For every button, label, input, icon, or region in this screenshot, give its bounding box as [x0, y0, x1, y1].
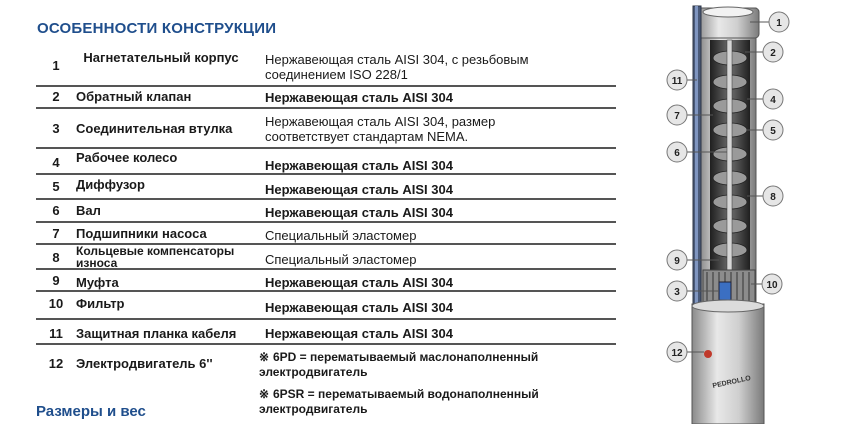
table-row — [36, 109, 616, 149]
row-material: Нержавеющая сталь AISI 304 — [265, 300, 453, 315]
svg-text:8: 8 — [770, 192, 776, 203]
row-part-name: Подшипники насоса — [76, 226, 207, 241]
row-material: Нержавеющая сталь AISI 304, с резьбовым соединением ISO 228/1 — [265, 52, 529, 82]
motor-note-text: 6PD = перематываемый маслонаполненный электродвигатель — [259, 350, 539, 379]
row-material: Нержавеющая сталь AISI 304 — [265, 90, 453, 105]
row-number: 3 — [52, 121, 60, 136]
row-number: 11 — [49, 326, 63, 341]
row-number: 12 — [48, 356, 64, 371]
row-part-name: Вал — [76, 203, 101, 218]
row-material: Нержавеющая сталь AISI 304 — [265, 182, 453, 197]
motor-body — [692, 304, 764, 424]
svg-text:11: 11 — [671, 76, 683, 87]
row-number: 6 — [52, 203, 60, 218]
row-part-name: Фильтр — [76, 296, 125, 311]
row-number: 5 — [52, 179, 60, 194]
row-number: 2 — [52, 89, 60, 104]
table-row — [36, 200, 616, 223]
row-part-name: Обратный клапан — [76, 89, 192, 104]
svg-text:10: 10 — [766, 280, 778, 291]
row-number: 9 — [52, 273, 60, 288]
table-row — [36, 46, 616, 87]
svg-text:9: 9 — [674, 256, 680, 267]
row-number: 1 — [52, 58, 60, 73]
row-material: Специальный эластомер — [265, 252, 417, 267]
svg-text:1: 1 — [776, 18, 782, 29]
row-number: 7 — [52, 226, 60, 241]
asterisk-mark: ※ — [259, 350, 270, 364]
svg-text:7: 7 — [674, 111, 680, 122]
row-material: Нержавеющая сталь AISI 304 — [265, 275, 453, 290]
row-material: Нержавеющая сталь AISI 304 — [265, 158, 453, 173]
sizes-heading: Размеры и вес — [36, 403, 146, 420]
row-part-name: Соединительная втулка — [76, 121, 233, 136]
table-row — [36, 175, 616, 200]
row-material: Специальный эластомер — [265, 228, 417, 243]
row-number: 8 — [52, 250, 60, 265]
asterisk-mark: ※ — [259, 387, 270, 401]
row-material: Нержавеющая сталь AISI 304 — [265, 205, 453, 220]
row-part-name: Нагнетательный корпус — [83, 50, 239, 65]
svg-text:5: 5 — [770, 126, 776, 137]
motor-note-oil — [259, 350, 589, 380]
svg-text:6: 6 — [674, 148, 680, 159]
row-material: Нержавеющая сталь AISI 304, размер соответствует стандартам NEMA. — [265, 114, 496, 144]
row-part-name: Электродвигатель 6'' — [76, 356, 213, 371]
table-row — [36, 87, 616, 109]
coupling — [719, 282, 731, 300]
table-row — [36, 320, 616, 345]
svg-text:12: 12 — [671, 348, 683, 359]
row-part-name: Диффузор — [76, 177, 145, 192]
row-number: 10 — [48, 296, 64, 311]
table-row — [36, 149, 616, 175]
row-part-name: Рабочее колесо — [76, 150, 178, 165]
brand-label: PEDROLLO — [711, 375, 752, 390]
pump-cutaway-illustration — [655, 0, 842, 424]
table-row — [36, 245, 616, 270]
row-part-name: Муфта — [76, 275, 119, 290]
row-part-name: Защитная планка кабеля — [76, 326, 237, 341]
table-row — [36, 292, 616, 320]
shaft — [727, 40, 732, 290]
row-material: Нержавеющая сталь AISI 304 — [265, 326, 453, 341]
row-part-name: Кольцевые компенсаторы износа — [76, 244, 235, 270]
table-row — [36, 223, 616, 245]
table-row — [36, 270, 616, 292]
motor-note-water — [259, 387, 589, 417]
section-title: ОСОБЕННОСТИ КОНСТРУКЦИИ — [37, 20, 277, 37]
svg-text:4: 4 — [770, 95, 776, 106]
motor-note-text: 6PSR = перематываемый водонаполненный электродвигатель — [259, 387, 539, 416]
svg-text:2: 2 — [770, 48, 776, 59]
row-number: 4 — [52, 155, 60, 170]
svg-text:3: 3 — [674, 287, 680, 298]
